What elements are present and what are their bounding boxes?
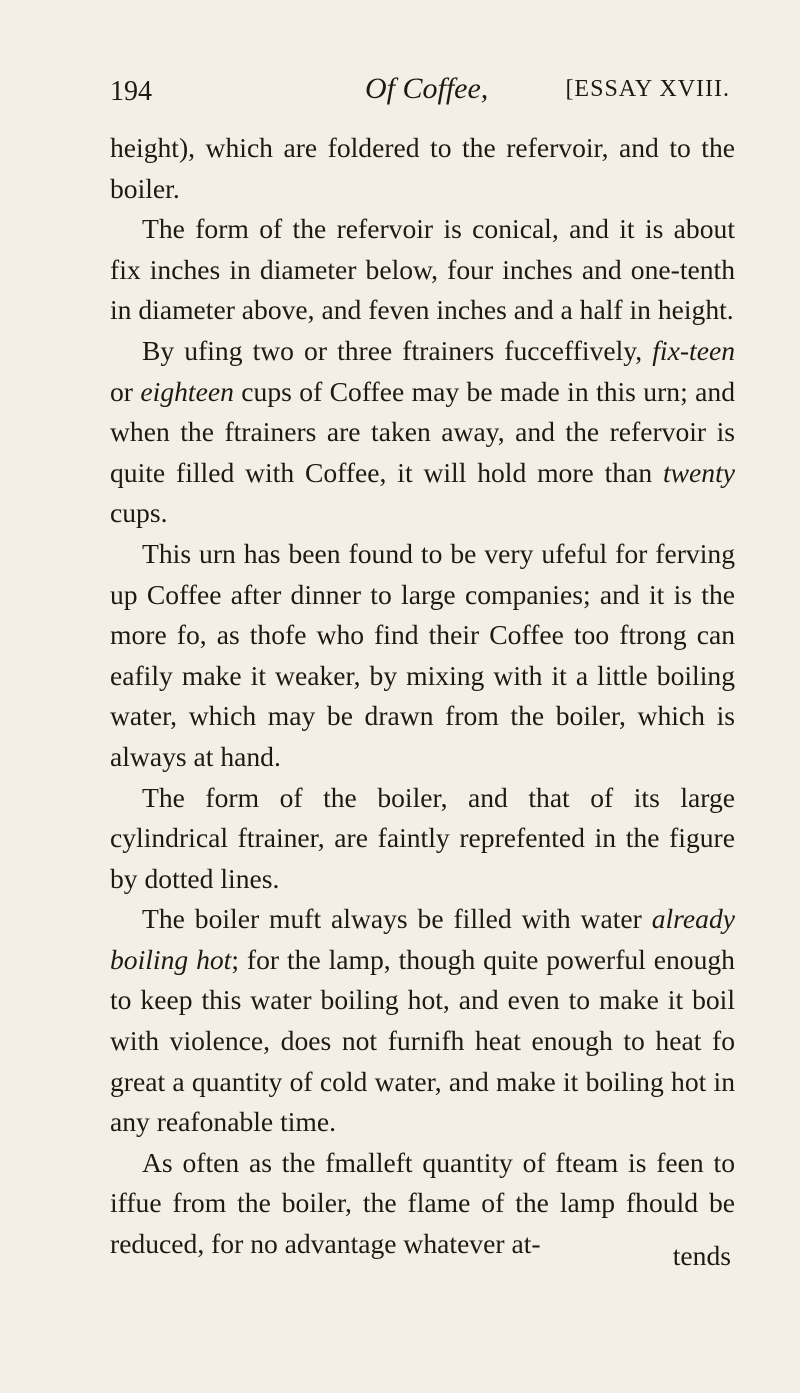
- paragraph-urn-usefulness: This urn has been found to be very ufeful for ferving up Coffee after dinner to large companies; and it is the more fo, as thofe who find their Coffee too ftrong can eafily make it weaker, by mixing with it a little boiling water, which may be drawn from the boiler, which is always at hand.: [110, 537, 735, 772]
- emphasis-sixteen: fix-teen: [652, 334, 735, 366]
- essay-section-label: [ESSAY XVIII.: [565, 76, 730, 102]
- text-body: [110, 128, 735, 1265]
- running-title: Of Coffee,: [365, 72, 489, 105]
- paragraph-strainers-text-4: cups.: [110, 497, 168, 529]
- paragraph-steam-flame: As often as the fmalleft quantity of fteam is feen to iffue from the boiler, the flame of the lamp fhould be reduced, for no advantage whatever at-: [110, 1146, 735, 1260]
- paragraph-boiler-water: [110, 899, 735, 1143]
- paragraph-boiler-form: The form of the boiler, and that of its large cylindrical ftrainer, are faintly reprefented in the figure by dotted lines.: [110, 781, 735, 894]
- paragraph-strainers: [110, 331, 735, 534]
- paragraph-strainers-text-3: cups of Coffee may be made in this urn; and when the ftrainers are taken away, and the refervoir is quite filled with Coffee, it will hold more than: [110, 375, 736, 488]
- paragraph-boiler-water-text-2: ; for the lamp, though quite powerful enough to keep this water boiling hot, and even to make it boil with violence, does not furnifh heat enough to heat fo great a quantity of cold water, and make it boiling hot in any reafonable time.: [110, 943, 735, 1138]
- emphasis-twenty: twenty: [662, 456, 735, 488]
- emphasis-eighteen: eighteen: [140, 375, 234, 407]
- running-head: [110, 72, 730, 112]
- paragraph-boiler-water-text-1: The boiler muft always be filled with water: [142, 903, 652, 935]
- paragraph-strainers-text-1: By ufing two or three ftrainers fucceffively,: [142, 334, 653, 366]
- paragraph-reservoir-form: The form of the refervoir is conical, and it is about fix inches in diameter below, four inches and one-tenth in diameter above, and feven inches and a half in height.: [110, 213, 735, 326]
- page-number: 194: [110, 76, 152, 107]
- emphasis-already-boiling-hot: already boiling hot: [110, 903, 735, 975]
- paragraph-continuation: height), which are foldered to the refervoir, and to the boiler.: [110, 132, 735, 204]
- catchword: tends: [672, 1240, 731, 1271]
- paragraph-strainers-text-2: or: [110, 375, 141, 407]
